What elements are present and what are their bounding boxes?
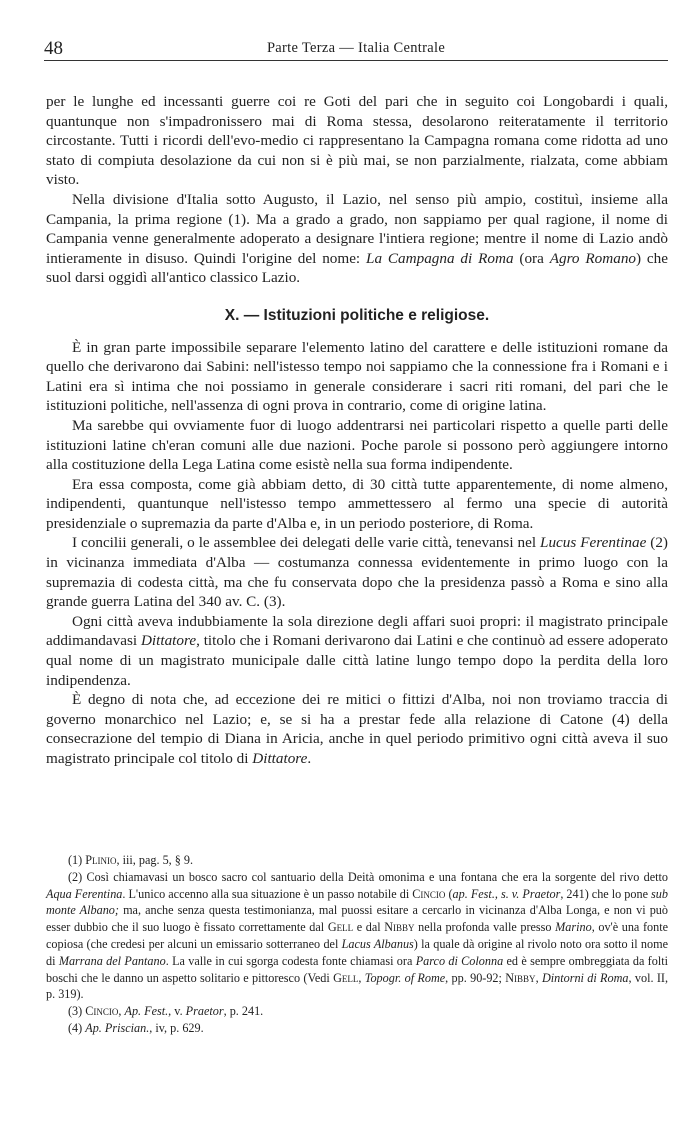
footnotes bbox=[46, 852, 668, 1037]
paragraph: È degno di nota che, ad eccezione dei re mitici o fittizi d'Alba, noi non troviamo traccia di governo monarchico nel Lazio; e, se si ha a prestar fede alla relazione di Catone (4) della consecrazione del tempio di Diana in Aricia, anche in quel periodo primitivo ogni città aveva il suo magistrato principale col titolo di Dittatore. bbox=[46, 691, 668, 767]
main-text bbox=[46, 92, 668, 769]
paragraph: per le lunghe ed incessanti guerre coi re Goti del pari che in seguito coi Longobardi i quali, quantunque non s'impadronissero mai di Roma stessa, desolarono reiteratamente il territorio circostante. Tutti i ricordi dell'evo-medio ci rappresentano la Campagna romana come ridotta ad uno stato di compiuta desolazione da cui non si è più mai, se non parzialmente, rialzata, come abbiam visto. bbox=[46, 93, 668, 189]
footnote-1: (1) Plinio, iii, pag. 5, § 9. bbox=[68, 853, 194, 867]
section-heading: X. — Istituzioni politiche e religiose. bbox=[224, 306, 490, 324]
paragraph: Nella divisione d'Italia sotto Augusto, il Lazio, nel senso più ampio, costituì, insieme alla Campania, la prima regione (1). Ma a grado a grado, non sappiamo per qual ragione, il nome di Campania venne generalmente adoperato a designare l'intiera regione; mentre il nome di Lazio andò intieramente in disuso. Quindi l'origine del nome: La Campagna di Roma (ora Agro Romano) che suol darsi oggidì all'antico classico Lazio. bbox=[46, 190, 669, 287]
page-header bbox=[44, 34, 668, 61]
footnote-4: (4) Ap. Priscian., iv, p. 629. bbox=[68, 1020, 204, 1035]
paragraph: I concilii generali, o le assemblee dei delegati delle varie città, tenevansi nel Lucus Ferentinae (2) in vicinanza immediata d'Alba — costumanza connessa evidentemente in primo luogo con la supremazia di codesta città, ma che fu conservata dopo che la presidenza passò a Roma e sino alla grande guerra Latina del 340 av. C. (3). bbox=[46, 534, 668, 611]
footnote-2: (2) Così chiamavasi un bosco sacro col santuario della Deità omonima e una fontana che era la sorgente del rivo detto Aqua Ferentina. L'unico accenno alla sua situazione è un passo notabile di Cincio (ap. Fest., s. v. Praetor, 241) che lo pone sub monte Albano; ma, anche senza questa testimonianza, mal puossi esitare a cercarlo in vicinanza d'Alba Longa, e non vi può esser dubbio che il suo luogo è fissato correttamente dal Gell e dal Nibby nella profonda valle presso Marino, ov'è una fonte copiosa (che credesi per alcuni un emissario sotterraneo del Lacus Albanus) la quale dà origine al rivolo noto ora sotto il nome di Marrana del Pantano. La valle in cui sgorga codesta fonte chiamasi ora Parco di Colonna ed è sempre ombreggiata da folti boschi che le danno un aspetto solitario e pittoresco (Vedi Gell, Topogr. of Rome, pp. 90-92; Nibby, Dintorni di Roma, vol. II, p. 319). bbox=[46, 869, 668, 1002]
paragraph: Era essa composta, come già abbiam detto, di 30 città tutte apparentemente, di nome almeno, indipendenti, quantunque nell'istesso tempo ammettessero al fermo una specie di autorità presidenziale o supremazia da parte d'Alba e, in un periodo posteriore, di Roma. bbox=[46, 475, 668, 532]
paragraph: È in gran parte impossibile separare l'elemento latino del carattere e delle istituzioni romane da quello che derivarono dai Sabini: nell'istesso tempo noi sappiamo che la connessione fra i Romani e i Latini era sì intima che noi possiamo in generale considerare i sacri riti romani, del pari che le istituzioni politiche, nell'assenza di ogni prova in contrario, come di origine latina. bbox=[46, 338, 668, 415]
footnote-3: (3) Cincio, Ap. Fest., v. Praetor, p. 241. bbox=[68, 1004, 264, 1019]
paragraph: Ogni città aveva indubbiamente la sola direzione degli affari suoi propri: il magistrato principale addimandavasi Dittatore, titolo che i Romani derivarono dai Latini e che continuò ad essere adoperato qual nome di un magistrato municipale dalle città latine lungo tempo dopo la perdita della loro indipendenza. bbox=[46, 612, 668, 689]
paragraph: Ma sarebbe qui ovviamente fuor di luogo addentrarsi nei particolari rispetto a quelle parti delle istituzioni latine ch'eran comuni alle due nazioni. Poche parole si possono però aggiungere intorno alla costituzione della Lega Latina come esistè nella sua forma indipendente. bbox=[46, 416, 668, 474]
running-head: Parte Terza — Italia Centrale bbox=[266, 40, 446, 56]
page-number: 48 bbox=[44, 38, 63, 59]
